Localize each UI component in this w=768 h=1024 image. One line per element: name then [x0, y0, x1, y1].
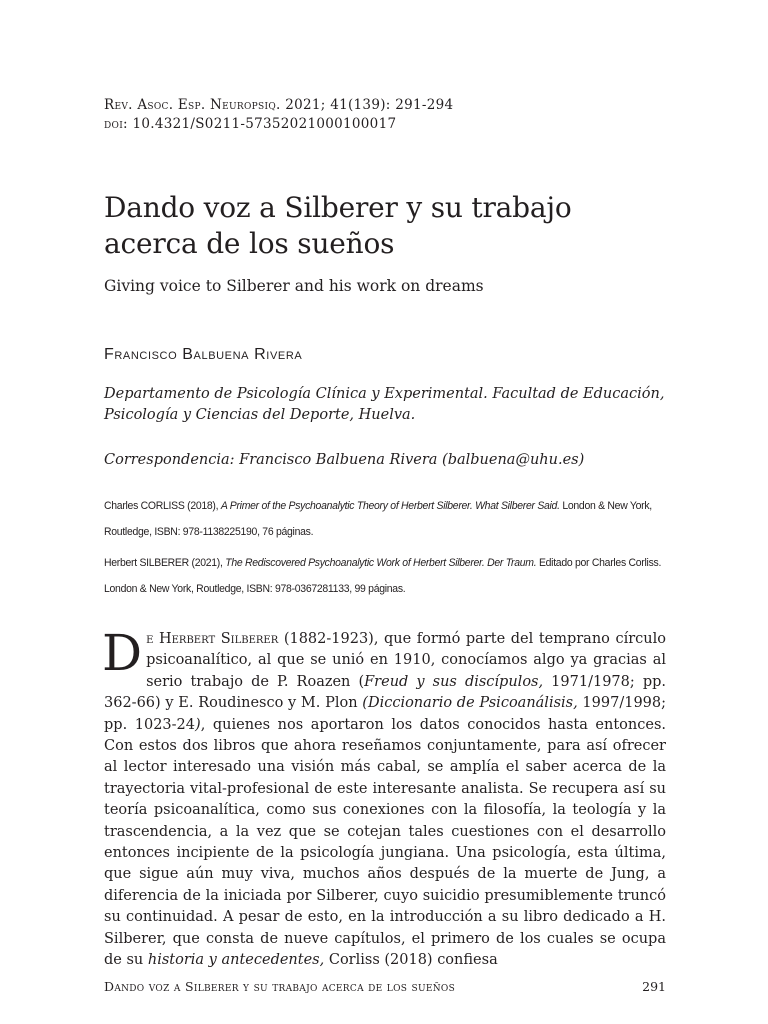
reviewed-book-reference [104, 493, 665, 545]
lead-smallcaps: e Herbert Silberer [146, 631, 279, 647]
reference-suffix: London & New York, Routledge, ISBN: 978-1138225190, 76 páginas. [104, 500, 652, 538]
journal-header [104, 96, 666, 134]
reference-prefix: Charles CORLISS (2018), [104, 500, 221, 512]
body-paragraph [102, 624, 667, 972]
body-text-segment: Corliss (2018) confiesa [324, 952, 498, 969]
correspondence-line: Correspondencia: Francisco Balbuena Rivera (balbuena@uhu.es) [104, 452, 585, 468]
running-footer-title: Dando voz a Silberer y su trabajo acerca de los sueños [104, 979, 456, 994]
body-citation: ) [195, 716, 201, 733]
journal-citation: Rev. Asoc. Esp. Neuropsiq. 2021; 41(139): 291-294 [104, 97, 454, 113]
article-title: Dando voz a Silberer y su trabajo acerca de los sueños [104, 191, 572, 260]
reference-title: The Rediscovered Psychoanalytic Work of Herbert Silberer. Der Traum. [225, 557, 537, 569]
body-citation: Freud y sus discípulos, [364, 673, 544, 690]
body-text-segment: 1971/1978; pp. 362-66) y E. Roudinesco y M. Plon [104, 673, 666, 712]
body-text-segment: 1997/1998; pp. 1023-24 [104, 695, 667, 733]
drop-cap: D [102, 624, 143, 682]
body-text-segment: (1882-1923), que formó parte del temprano círculo psicoanalítico, al que se unió en 1910, conocíamos algo ya gracias al serio trabajo de P. Roazen ( [146, 631, 666, 690]
reference-prefix: Herbert SILBERER (2021), [104, 557, 226, 569]
page-number: 291 [642, 979, 666, 994]
body-citation: historia y antecedentes, [147, 952, 325, 969]
reference-suffix: Editado por Charles Corliss. London & New York, Routledge, ISBN: 978-0367281133, 99 páginas. [104, 557, 662, 595]
body-citation: (Diccionario de Psicoanálisis, [362, 695, 578, 712]
article-subtitle: Giving voice to Silberer and his work on dreams [104, 277, 484, 295]
body-text-segment: , quienes nos aportaron los datos conocidos hasta entonces. Con estos dos libros que ahora reseñamos conjuntamente, para así ofrecer al lector interesado una visión más cabal, se amplía el saber acerca de la trayectoria vital-profesional de este interesante analista. Se recupera así su teoría psicoanalítica, como sus conexiones con la filosofía, la teología y la trascendencia, a la vez que se cotejan tales cuestiones con el desarrollo entonces incipiente de la psicología jungiana. Una psicología, esta última, que sigue aún muy viva, muchos años después de la muerte de Jung, a diferencia de la iniciada por Silberer, cuyo suicidio presumiblemente truncó su continuidad. A pesar de esto, en la introducción a su libro dedicado a H. Silberer, que consta de nueve capítulos, el primero de los cuales se ocupa de su [104, 716, 667, 969]
reviewed-book-reference [104, 550, 665, 602]
reference-title: A Primer of the Psychoanalytic Theory of Herbert Silberer. What Silberer Said. [220, 500, 560, 512]
author-affiliation: Departamento de Psicología Clínica y Experimental. Facultad de Educación, Psicología y Ciencias del Deporte, Huelva. [104, 386, 665, 423]
journal-doi: doi: 10.4321/S0211-57352021000100017 [104, 116, 397, 132]
author-name: Francisco Balbuena Rivera [104, 346, 303, 363]
